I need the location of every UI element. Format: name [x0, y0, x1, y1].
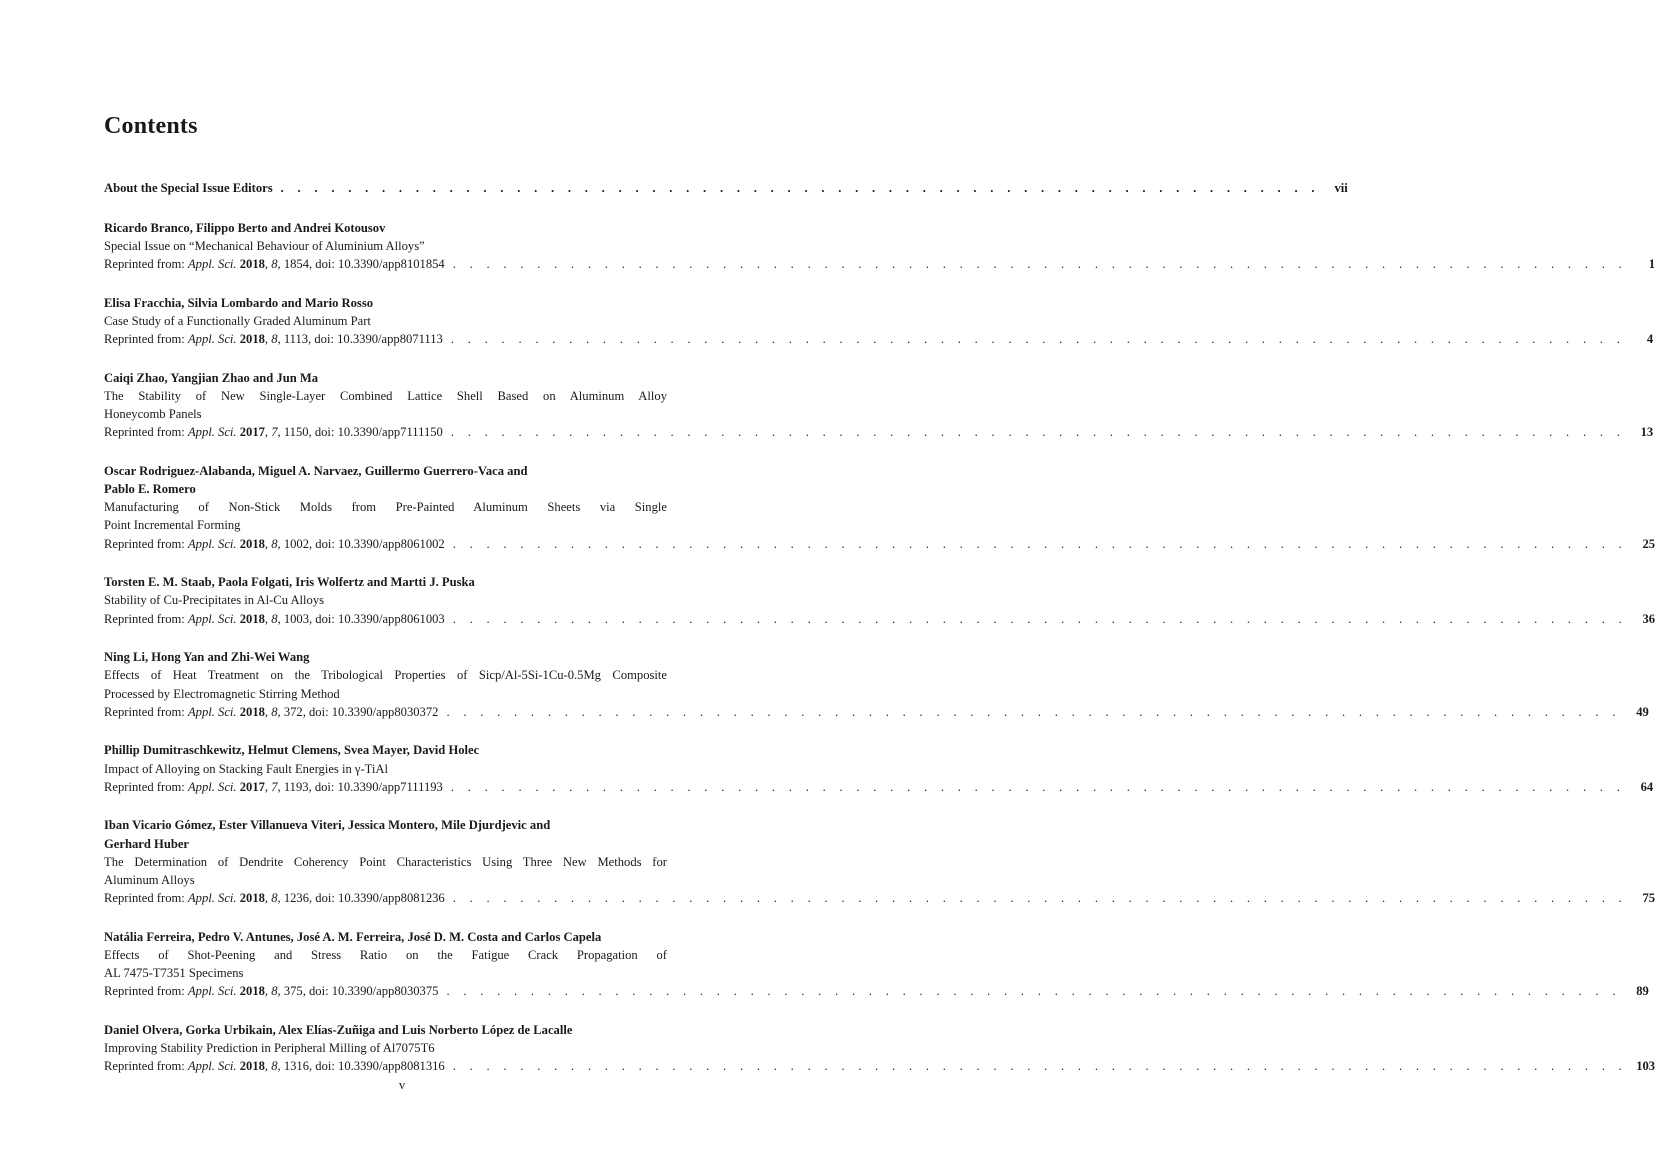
citation-volume: 7 [271, 779, 278, 794]
citation-year: 2017 [239, 425, 265, 440]
entry-reprint-line [104, 330, 1654, 348]
citation-year: 2018 [239, 1059, 265, 1074]
reprint-citation: Reprinted from: Appl. Sci. 2018, 8, 1113, doi: 10.3390/app8071113 [104, 331, 443, 346]
reprint-prefix: Reprinted from: [104, 536, 188, 551]
entry-authors: Daniel Olvera, Gorka Urbikain, Alex Elías-Zuñiga and Luis Norberto López de Lacalle [104, 1022, 573, 1037]
entry-reprint-line [104, 535, 1655, 553]
journal-name: Appl. Sci. [187, 891, 237, 906]
citation-tail: , 375, doi: 10.3390/app8030375 [277, 984, 439, 999]
citation-volume: 8 [271, 1059, 278, 1074]
citation-year: 2018 [239, 891, 265, 906]
entry-title: Stability of Cu-Precipitates in Al-Cu Alloys [104, 593, 325, 608]
citation-volume: 8 [271, 331, 278, 346]
citation-year: 2018 [239, 984, 265, 999]
dot-leader: . . . . . . . . . . . . . . . . . . . . . . . . . . . . . . . . . . . . . . . . . . . . . . . . . . . . . . . . . . . . . . . . . . . . . . [452, 256, 1628, 271]
reprint-citation: Reprinted from: Appl. Sci. 2018, 8, 372, doi: 10.3390/app8030372 [104, 704, 439, 719]
page-folio: v [398, 1078, 406, 1092]
page-number: 75 [1642, 891, 1655, 906]
front-matter-title: About the Special Issue Editors [104, 181, 273, 195]
entry-authors: Pablo E. Romero [104, 481, 196, 496]
journal-name: Appl. Sci. [187, 984, 237, 999]
entry-title: AL 7475-T7351 Specimens [104, 966, 244, 981]
dot-leader: . . . . . . . . . . . . . . . . . . . . . . . . . . . . . . . . . . . . . . . . . . . . . . . . . . . . . . . . . . . . . . . . . . . . . . [452, 891, 1628, 906]
citation-year: 2018 [239, 704, 265, 719]
page-number: 1 [1648, 256, 1655, 271]
page-number: 103 [1636, 1059, 1655, 1074]
dot-leader: . . . . . . . . . . . . . . . . . . . . . . . . . . . . . . . . . . . . . . . . . . . . . . . . . . . . . . . . . . . . . . . . . . . . . . [450, 425, 1626, 440]
citation-volume: 8 [271, 984, 278, 999]
dot-leader: . . . . . . . . . . . . . . . . . . . . . . . . . . . . . . . . . . . . . . . . . . . . . . . . . . . . . . . . . . . . . . [280, 181, 1320, 195]
citation-tail: , 1854, doi: 10.3390/app8101854 [277, 256, 445, 271]
citation-tail: , 1193, doi: 10.3390/app7111193 [277, 779, 443, 794]
journal-name: Appl. Sci. [187, 611, 237, 626]
reprint-citation: Reprinted from: Appl. Sci. 2018, 8, 1316, doi: 10.3390/app8081316 [104, 1059, 445, 1074]
entry-authors: Ning Li, Hong Yan and Zhi-Wei Wang [104, 650, 310, 665]
citation-year: 2018 [239, 331, 265, 346]
entry-authors: Elisa Fracchia, Silvia Lombardo and Mario Rosso [104, 295, 374, 310]
front-matter-entry[interactable] [104, 179, 1348, 197]
citation-volume: 8 [271, 611, 278, 626]
dot-leader: . . . . . . . . . . . . . . . . . . . . . . . . . . . . . . . . . . . . . . . . . . . . . . . . . . . . . . . . . . . . . . . . . . . . . . [450, 331, 1626, 346]
page-number: 89 [1636, 984, 1649, 999]
journal-name: Appl. Sci. [187, 779, 237, 794]
citation-year: 2018 [239, 536, 265, 551]
entry-authors: Iban Vicario Gómez, Ester Villanueva Viteri, Jessica Montero, Mile Djurdjevic and [104, 818, 551, 833]
entry-reprint-line [104, 255, 1655, 273]
citation-volume: 8 [271, 256, 278, 271]
citation-volume: 7 [271, 425, 278, 440]
reprint-citation: Reprinted from: Appl. Sci. 2018, 8, 375, doi: 10.3390/app8030375 [104, 984, 439, 999]
reprint-prefix: Reprinted from: [104, 331, 188, 346]
reprint-citation: Reprinted from: Appl. Sci. 2018, 8, 1236, doi: 10.3390/app8081236 [104, 891, 445, 906]
citation-tail: , 1150, doi: 10.3390/app7111150 [277, 425, 443, 440]
entry-authors: Phillip Dumitraschkewitz, Helmut Clemens, Svea Mayer, David Holec [104, 743, 480, 758]
citation-volume: 8 [271, 891, 278, 906]
dot-leader: . . . . . . . . . . . . . . . . . . . . . . . . . . . . . . . . . . . . . . . . . . . . . . . . . . . . . . . . . . . . . . . . . . . . . . [446, 984, 1621, 999]
entry-title: Improving Stability Prediction in Peripheral Milling of Al7075T6 [104, 1041, 435, 1056]
citation-year: 2018 [239, 611, 265, 626]
citation-volume: 8 [271, 536, 278, 551]
page-title: Contents [104, 113, 198, 139]
entry-reprint-line [104, 423, 1654, 441]
journal-name: Appl. Sci. [187, 704, 237, 719]
citation-tail: , 1236, doi: 10.3390/app8081236 [277, 891, 445, 906]
dot-leader: . . . . . . . . . . . . . . . . . . . . . . . . . . . . . . . . . . . . . . . . . . . . . . . . . . . . . . . . . . . . . . . . . . . . . . [446, 704, 1621, 719]
entry-authors: Torsten E. M. Staab, Paola Folgati, Iris Wolfertz and Martti J. Puska [104, 575, 475, 590]
reprint-prefix: Reprinted from: [104, 611, 188, 626]
citation-volume: 8 [271, 704, 278, 719]
entry-title: Special Issue on “Mechanical Behaviour of Aluminium Alloys” [104, 238, 425, 253]
page-number: vii [1334, 181, 1348, 195]
entry-title: Case Study of a Functionally Graded Aluminum Part [104, 313, 371, 328]
page-number: 25 [1642, 536, 1655, 551]
entry-reprint-line [104, 703, 1649, 721]
entry-title: Processed by Electromagnetic Stirring Method [104, 686, 340, 701]
entry-authors: Oscar Rodriguez-Alabanda, Miguel A. Narvaez, Guillermo Guerrero-Vaca and [104, 463, 528, 478]
citation-tail: , 1002, doi: 10.3390/app8061002 [277, 536, 445, 551]
entry-title: Point Incremental Forming [104, 518, 241, 533]
reprint-prefix: Reprinted from: [104, 704, 188, 719]
page-number: 49 [1636, 704, 1649, 719]
entry-title: Manufacturing of Non-Stick Molds from Pre-Painted Aluminum Sheets via Single [104, 500, 667, 515]
reprint-citation: Reprinted from: Appl. Sci. 2017, 7, 1150, doi: 10.3390/app7111150 [104, 425, 443, 440]
entry-reprint-line [104, 610, 1655, 628]
reprint-prefix: Reprinted from: [104, 891, 188, 906]
dot-leader: . . . . . . . . . . . . . . . . . . . . . . . . . . . . . . . . . . . . . . . . . . . . . . . . . . . . . . . . . . . . . . . . . . . . . . [452, 611, 1628, 626]
page-number: 64 [1640, 779, 1654, 794]
journal-name: Appl. Sci. [187, 536, 237, 551]
journal-name: Appl. Sci. [187, 1059, 237, 1074]
entry-authors: Caiqi Zhao, Yangjian Zhao and Jun Ma [104, 370, 319, 385]
journal-name: Appl. Sci. [187, 425, 237, 440]
reprint-prefix: Reprinted from: [104, 779, 188, 794]
citation-tail: , 1003, doi: 10.3390/app8061003 [277, 611, 445, 626]
page-number: 4 [1646, 331, 1654, 346]
citation-year: 2017 [239, 779, 265, 794]
entry-reprint-line [104, 889, 1655, 907]
reprint-prefix: Reprinted from: [104, 984, 188, 999]
reprint-citation: Reprinted from: Appl. Sci. 2018, 8, 1854, doi: 10.3390/app8101854 [104, 256, 445, 271]
dot-leader: . . . . . . . . . . . . . . . . . . . . . . . . . . . . . . . . . . . . . . . . . . . . . . . . . . . . . . . . . . . . . . . . . . . . . . [450, 779, 1626, 794]
entry-reprint-line [104, 778, 1654, 796]
entry-title: Impact of Alloying on Stacking Fault Energies in γ-TiAl [104, 761, 389, 776]
reprint-prefix: Reprinted from: [104, 1059, 188, 1074]
citation-tail: , 1316, doi: 10.3390/app8081316 [277, 1059, 445, 1074]
reprint-prefix: Reprinted from: [104, 256, 188, 271]
entry-authors: Ricardo Branco, Filippo Berto and Andrei Kotousov [104, 220, 386, 235]
entry-title: Aluminum Alloys [104, 872, 195, 887]
page-number: 36 [1642, 611, 1655, 626]
entry-title: The Determination of Dendrite Coherency Point Characteristics Using Three New Methods for [104, 854, 667, 869]
contents-page [104, 0, 1655, 1153]
dot-leader: . . . . . . . . . . . . . . . . . . . . . . . . . . . . . . . . . . . . . . . . . . . . . . . . . . . . . . . . . . . . . . . . . . . . . . [452, 536, 1628, 551]
entry-authors: Gerhard Huber [104, 836, 190, 851]
entry-authors: Natália Ferreira, Pedro V. Antunes, José A. M. Ferreira, José D. M. Costa and Carlos Capela [104, 929, 602, 944]
journal-name: Appl. Sci. [187, 256, 237, 271]
entry-reprint-line [104, 982, 1649, 1000]
entry-title: Honeycomb Panels [104, 406, 202, 421]
citation-year: 2018 [239, 256, 265, 271]
entry-reprint-line [104, 1057, 1655, 1075]
journal-name: Appl. Sci. [187, 331, 237, 346]
page-number: 13 [1640, 425, 1654, 440]
citation-tail: , 372, doi: 10.3390/app8030372 [277, 704, 439, 719]
reprint-citation: Reprinted from: Appl. Sci. 2017, 7, 1193, doi: 10.3390/app7111193 [104, 779, 443, 794]
dot-leader: . . . . . . . . . . . . . . . . . . . . . . . . . . . . . . . . . . . . . . . . . . . . . . . . . . . . . . . . . . . . . . . . . . . . . . [452, 1059, 1628, 1074]
entry-title: Effects of Shot-Peening and Stress Ratio on the Fatigue Crack Propagation of [104, 947, 667, 962]
citation-tail: , 1113, doi: 10.3390/app8071113 [277, 331, 443, 346]
reprint-citation: Reprinted from: Appl. Sci. 2018, 8, 1002, doi: 10.3390/app8061002 [104, 536, 445, 551]
reprint-prefix: Reprinted from: [104, 425, 188, 440]
reprint-citation: Reprinted from: Appl. Sci. 2018, 8, 1003, doi: 10.3390/app8061003 [104, 611, 445, 626]
entry-title: Effects of Heat Treatment on the Tribological Properties of Sicp/Al-5Si-1Cu-0.5Mg Composite [104, 668, 667, 683]
entry-title: The Stability of New Single-Layer Combined Lattice Shell Based on Aluminum Alloy [104, 388, 667, 403]
